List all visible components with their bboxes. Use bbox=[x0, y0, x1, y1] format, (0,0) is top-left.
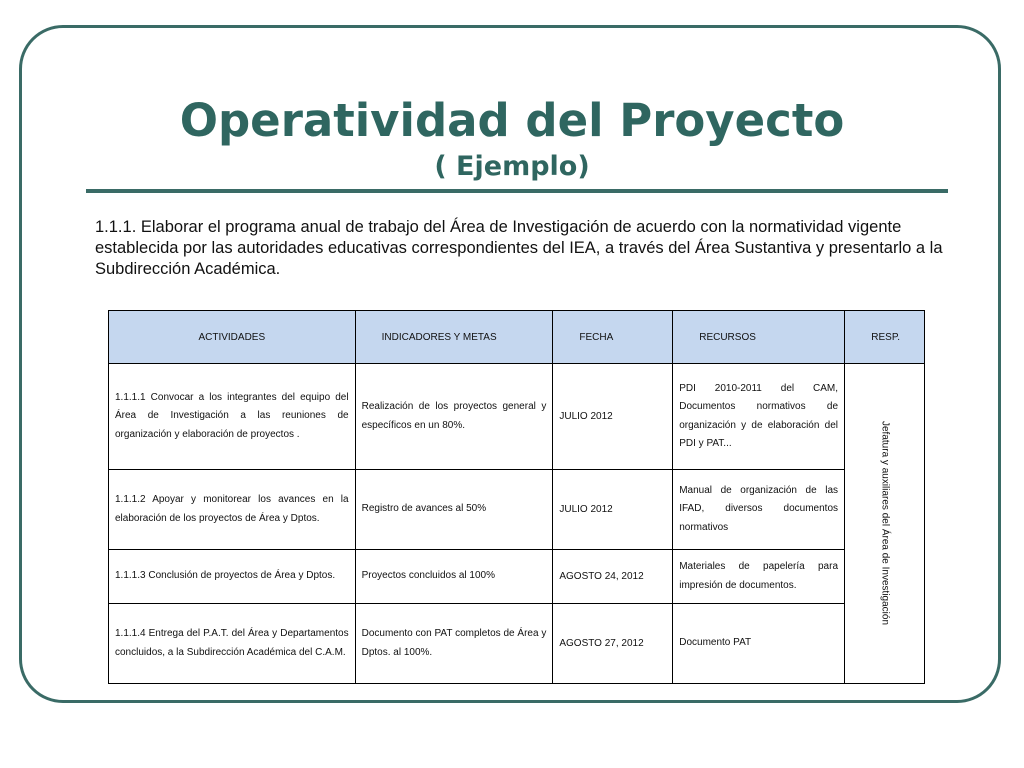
header-indicadores: INDICADORES Y METAS bbox=[355, 311, 553, 364]
title-divider bbox=[86, 189, 948, 193]
intro-paragraph: 1.1.1. Elaborar el programa anual de trabajo del Área de Investigación de acuerdo con la normatividad vigente establecida por las autoridades educativas correspondientes del IEA, a través del Área Sustantiva y presentarlo a la Subdirección Académica. bbox=[95, 218, 943, 278]
operations-table bbox=[108, 310, 925, 684]
cell-actividad: 1.1.1.3 Conclusión de proyectos de Área y Dptos. bbox=[109, 550, 356, 604]
cell-indicador: Proyectos concluidos al 100% bbox=[355, 550, 553, 604]
cell-actividad: 1.1.1.2 Apoyar y monitorear los avances en la elaboración de los proyectos de Área y Dptos. bbox=[109, 470, 356, 550]
cell-fecha: AGOSTO 24, 2012 bbox=[553, 550, 673, 604]
table-row bbox=[109, 364, 925, 470]
table-row bbox=[109, 550, 925, 604]
table-header-row bbox=[109, 311, 925, 364]
slide-title: Operatividad del Proyecto bbox=[179, 94, 845, 147]
slide-subtitle: ( Ejemplo) bbox=[434, 151, 590, 182]
header-actividades: ACTIVIDADES bbox=[109, 311, 356, 364]
cell-fecha: JULIO 2012 bbox=[553, 364, 673, 470]
header-fecha: FECHA bbox=[553, 311, 673, 364]
cell-recursos: Materiales de papelería para impresión de documentos. bbox=[673, 550, 845, 604]
cell-indicador: Documento con PAT completos de Área y Dptos. al 100%. bbox=[355, 604, 553, 684]
header-resp: RESP. bbox=[845, 311, 925, 364]
table-row bbox=[109, 470, 925, 550]
header-recursos: RECURSOS bbox=[673, 311, 845, 364]
cell-actividad: 1.1.1.1 Convocar a los integrantes del equipo del Área de Investigación a las reuniones de organización y elaboración de proyectos . bbox=[109, 364, 356, 470]
responsable-text: Jefatura y auxiliares del Área de Investigación bbox=[879, 421, 891, 626]
table-row bbox=[109, 604, 925, 684]
cell-actividad: 1.1.1.4 Entrega del P.A.T. del Área y Departamentos concluidos, a la Subdirección Académica del C.A.M. bbox=[109, 604, 356, 684]
cell-indicador: Registro de avances al 50% bbox=[355, 470, 553, 550]
cell-recursos: Manual de organización de las IFAD, diversos documentos normativos bbox=[673, 470, 845, 550]
cell-recursos: PDI 2010-2011 del CAM, Documentos normativos de organización y de elaboración del PDI y PAT... bbox=[673, 364, 845, 470]
cell-responsable bbox=[845, 364, 925, 684]
cell-recursos: Documento PAT bbox=[673, 604, 845, 684]
cell-indicador: Realización de los proyectos general y específicos en un 80%. bbox=[355, 364, 553, 470]
cell-fecha: JULIO 2012 bbox=[553, 470, 673, 550]
cell-fecha: AGOSTO 27, 2012 bbox=[553, 604, 673, 684]
